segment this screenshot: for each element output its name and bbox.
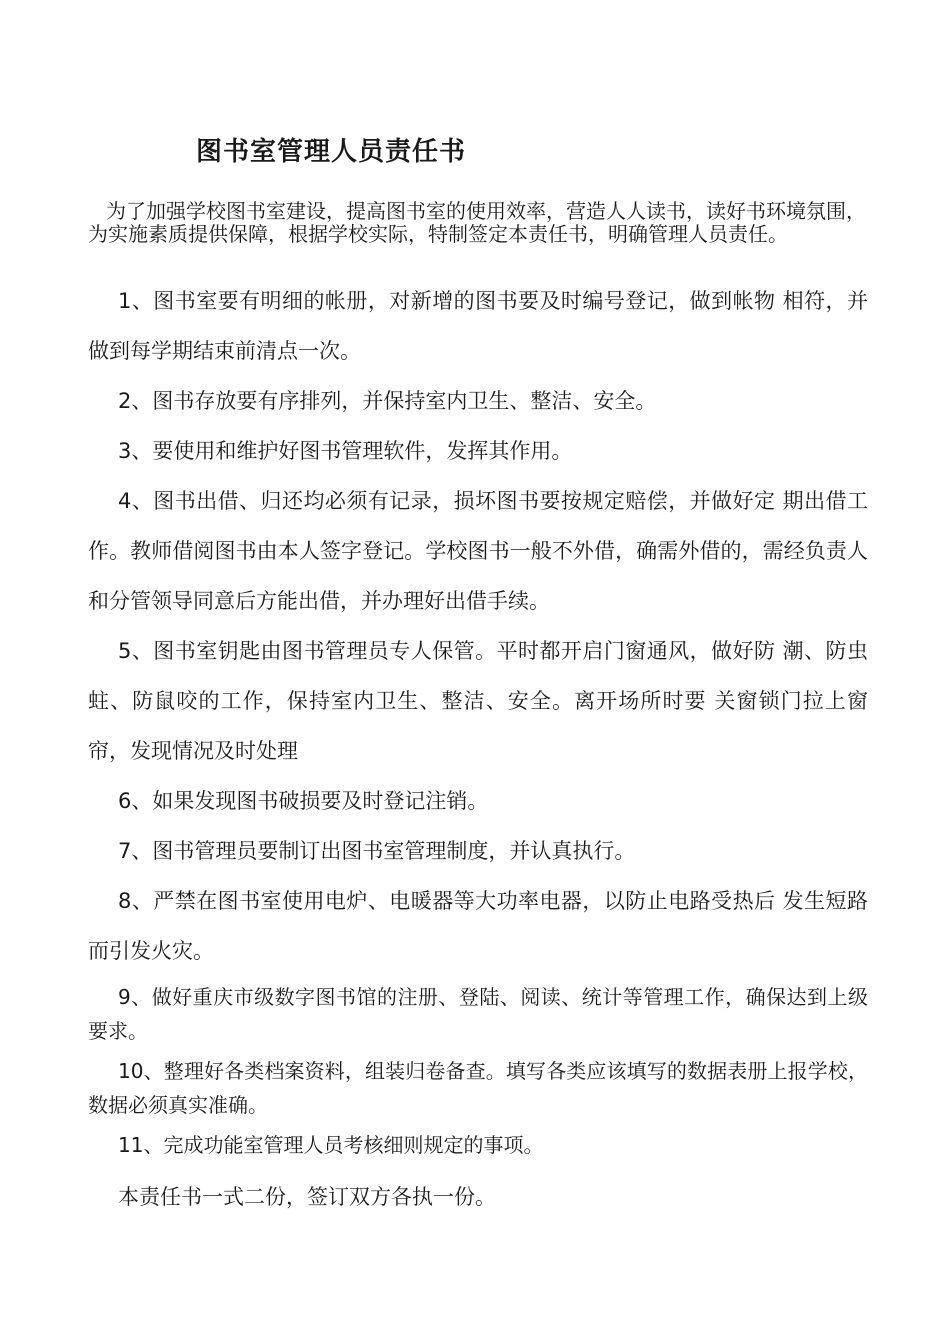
clause-text: 完成功能室管理人员考核细则规定的事项。	[163, 1133, 544, 1157]
clause-4	[88, 476, 868, 626]
clause-text: 严禁在图书室使用电炉、电暖器等大功率电器，以防止电路受热后 发生短路而引发火灾。	[88, 889, 868, 963]
clause-5	[88, 626, 868, 776]
clause-number: 11、	[118, 1133, 164, 1157]
clause-3	[88, 426, 868, 476]
closing-statement: 本责任书一式二份，签订双方各执一份。	[118, 1185, 496, 1209]
document-title: 图书室管理人员责任书	[196, 137, 467, 167]
clause-number: 5、	[118, 639, 154, 663]
clause-text: 图书出借、归还均必须有记录，损坏图书要按规定赔偿，并做好定 期出借工作。教师借阅图书由本人签字登记。学校图书一般不外借，确需外借的，需经负责人和分管领导同意后方能出借，并办理好出借手续。	[88, 489, 868, 613]
clause-text: 做好重庆市级数字图书馆的注册、登陆、阅读、统计等管理工作，确保达到上级要求。	[88, 985, 868, 1043]
clause-8	[88, 876, 868, 976]
clause-text: 如果发现图书破损要及时登记注销。	[152, 789, 489, 813]
clause-text: 整理好各类档案资料，组装归卷备查。填写各类应该填写的数据表册上报学校，数据必须真实准确。	[88, 1059, 868, 1117]
clause-text: 图书存放要有序排列，并保持室内卫生、整洁、安全。	[152, 389, 657, 413]
clause-number: 10、	[118, 1059, 164, 1083]
clause-text: 图书管理员要制订出图书室管理制度，并认真执行。	[152, 839, 636, 863]
clause-number: 2、	[118, 389, 153, 413]
clause-number: 6、	[118, 789, 153, 813]
clause-number: 9、	[118, 985, 152, 1009]
clause-number: 3、	[118, 439, 153, 463]
clause-number: 4、	[118, 489, 154, 513]
clause-number: 8、	[118, 889, 154, 913]
clause-number: 1、	[118, 289, 154, 313]
intro-paragraph: 为了加强学校图书室建设，提高图书室的使用效率，营造人人读书，读好书环境氛围，为实施素质提供保障，根据学校实际，特制签定本责任书，明确管理人员责任。	[88, 199, 866, 246]
clause-9	[88, 980, 868, 1048]
clause-1	[88, 276, 868, 376]
clause-text: 图书室要有明细的帐册，对新增的图书要及时编号登记，做到帐物 相符，并做到每学期结束前清点一次。	[88, 289, 868, 363]
clause-text: 图书室钥匙由图书管理员专人保管。平时都开启门窗通风，做好防 潮、防虫蛀、防鼠咬的工作，保持室内卫生、整洁、安全。离开场所时要 关窗锁门拉上窗帘，发现情况及时处理	[88, 639, 868, 763]
clause-6	[88, 776, 868, 826]
clause-10	[88, 1054, 868, 1122]
clause-7	[88, 826, 868, 876]
clause-2	[88, 376, 868, 426]
clause-11	[88, 1128, 868, 1162]
clause-text: 要使用和维护好图书管理软件，发挥其作用。	[152, 439, 573, 463]
clause-number: 7、	[118, 839, 153, 863]
